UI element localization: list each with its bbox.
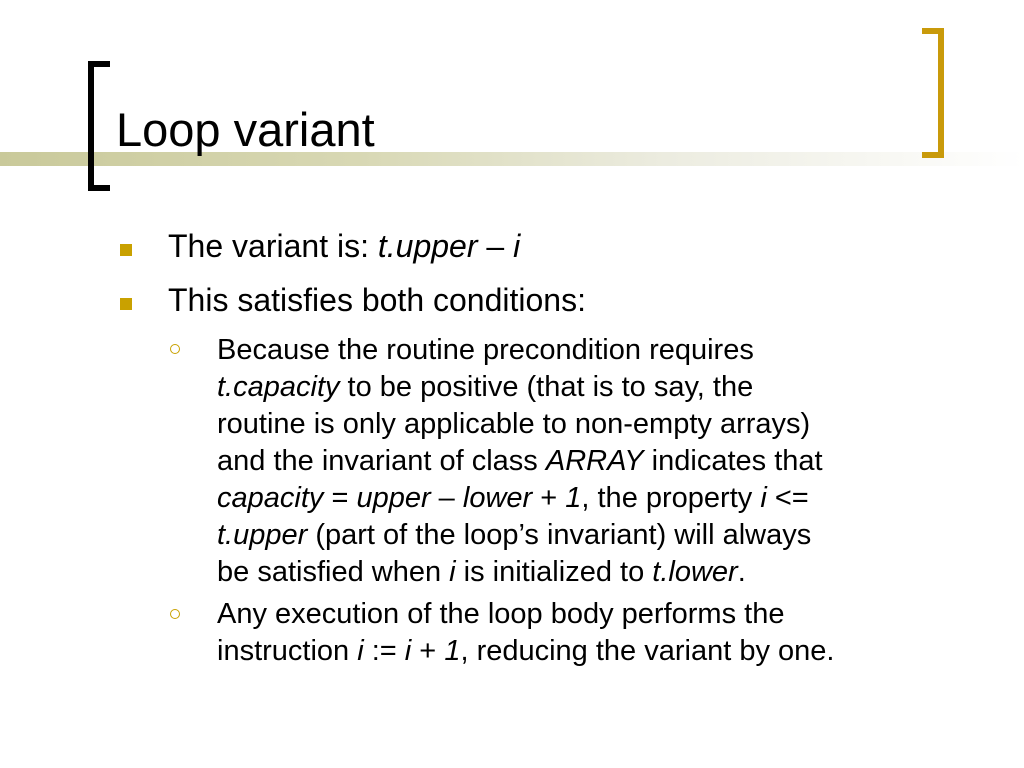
text-segment: is initialized to [455, 556, 653, 588]
text-line [217, 596, 957, 633]
text-segment: be satisfied when [217, 556, 450, 588]
text-line [217, 633, 957, 670]
text-segment: , reducing the variant by one. [460, 635, 835, 667]
text-line [217, 554, 957, 591]
left-bracket-decoration [88, 61, 110, 191]
text-line [217, 480, 957, 517]
text-segment: instruction [217, 635, 358, 667]
italic-text-segment: 1 [444, 635, 461, 667]
square-bullet-icon [120, 298, 132, 310]
text-segment: The variant is: [168, 228, 378, 264]
text-segment: Because the routine precondition requires [217, 334, 754, 366]
italic-text-segment: t.upper [377, 228, 478, 264]
text-segment: and the invariant of class [217, 445, 546, 477]
circle-bullet-icon [170, 609, 180, 619]
text-segment: to be positive (that is to say, the [339, 371, 754, 403]
text-segment: routine is only applicable to non-empty arrays) [217, 408, 811, 440]
text-line [217, 332, 957, 369]
italic-text-segment: i [760, 482, 767, 514]
text-line [217, 406, 957, 443]
text-segment: . [737, 556, 746, 588]
italic-text-segment: ARRAY [545, 445, 644, 477]
italic-text-segment: t.upper [217, 519, 308, 551]
text-segment: := [363, 635, 405, 667]
text-line [217, 369, 957, 406]
italic-text-segment: i [357, 635, 364, 667]
italic-text-segment: capacity [217, 482, 324, 514]
text-segment: – [430, 482, 463, 514]
text-segment: Any execution of the loop body performs the [217, 598, 785, 630]
square-bullet-icon [120, 244, 132, 256]
italic-text-segment: upper [356, 482, 431, 514]
italic-text-segment: lower [462, 482, 533, 514]
text-segment: This satisfies both conditions: [168, 282, 586, 318]
slide-title: Loop variant [116, 103, 375, 156]
text-segment: – [477, 228, 514, 264]
right-bracket-decoration [922, 28, 944, 158]
text-segment: indicates that [643, 445, 823, 477]
italic-text-segment: i [513, 228, 521, 264]
text-segment: + [532, 482, 566, 514]
text-line [217, 443, 957, 480]
subbullet-text [217, 596, 957, 670]
bullet-text [168, 281, 586, 319]
italic-text-segment: 1 [565, 482, 582, 514]
italic-text-segment: t.lower [652, 556, 738, 588]
italic-text-segment: t.capacity [217, 371, 340, 403]
text-segment: = [323, 482, 357, 514]
text-segment: <= [766, 482, 809, 514]
text-line [217, 517, 957, 554]
text-segment: (part of the loop’s invariant) will always [307, 519, 812, 551]
subbullet-text [217, 332, 957, 591]
italic-text-segment: i [404, 635, 412, 667]
text-segment: , the property [581, 482, 761, 514]
text-segment: + [411, 635, 445, 667]
italic-text-segment: i [449, 556, 456, 588]
circle-bullet-icon [170, 344, 180, 354]
bullet-text [168, 227, 520, 265]
